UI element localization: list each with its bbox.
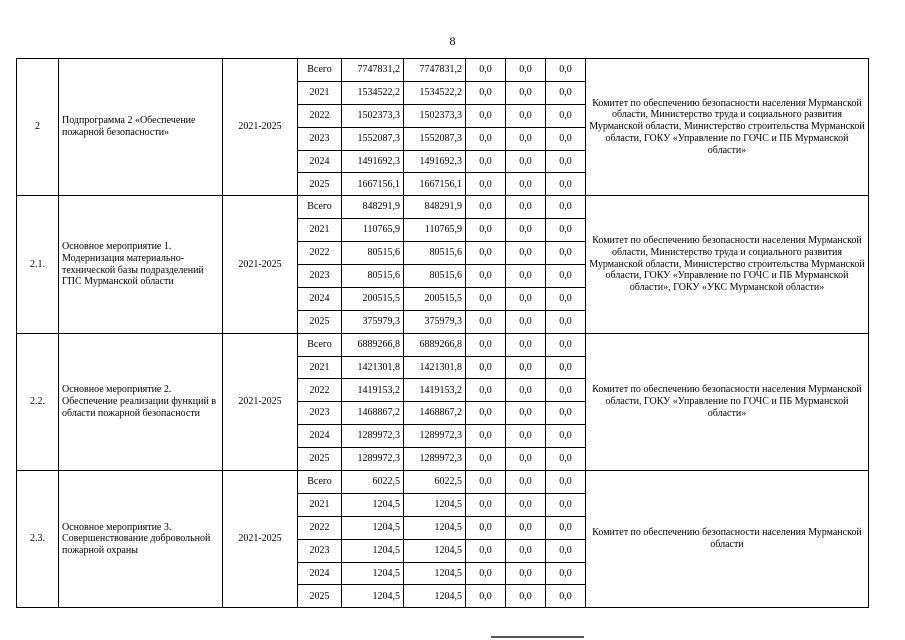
executor-cell: Комитет по обеспечению безопасности населения Мурманской области, Министерство труда и социального развития Мурманской области, Министерство строительства Мурманской области, ГОКУ «Управление по ГОЧС и ПБ Мурманской области» (586, 59, 869, 196)
local-budget-cell: 0,0 (506, 471, 546, 494)
local-budget-cell: 0,0 (506, 585, 546, 608)
other-funds-cell: 0,0 (546, 562, 586, 585)
federal-budget-cell: 0,0 (466, 196, 506, 219)
federal-budget-cell: 0,0 (466, 310, 506, 333)
federal-budget-cell: 0,0 (466, 493, 506, 516)
local-budget-cell: 0,0 (506, 425, 546, 448)
total-cell: 1289972,3 (342, 425, 404, 448)
other-funds-cell: 0,0 (546, 104, 586, 127)
footer-mark (491, 636, 584, 638)
total-cell: 200515,5 (342, 287, 404, 310)
other-funds-cell: 0,0 (546, 127, 586, 150)
total-cell: 80515,6 (342, 242, 404, 265)
local-budget-cell: 0,0 (506, 196, 546, 219)
table-row (17, 59, 869, 82)
executor-cell: Комитет по обеспечению безопасности населения Мурманской области, Министерство труда и социального развития Мурманской области, Министерство строительства Мурманской области, ГОКУ «Управление по ГОЧС и ПБ Мурманской области», ГОКУ «УКС Мурманской области» (586, 196, 869, 333)
federal-budget-cell: 0,0 (466, 585, 506, 608)
table-body (17, 59, 869, 608)
federal-budget-cell: 0,0 (466, 516, 506, 539)
regional-budget-cell: 6889266,8 (404, 333, 466, 356)
executor-cell: Комитет по обеспечению безопасности населения Мурманской области, ГОКУ «Управление по ГОЧС и ПБ Мурманской области» (586, 333, 869, 470)
other-funds-cell: 0,0 (546, 265, 586, 288)
regional-budget-cell: 1552087,3 (404, 127, 466, 150)
item-number: 2.2. (17, 333, 59, 470)
other-funds-cell: 0,0 (546, 516, 586, 539)
regional-budget-cell: 1289972,3 (404, 448, 466, 471)
regional-budget-cell: 1204,5 (404, 562, 466, 585)
federal-budget-cell: 0,0 (466, 562, 506, 585)
total-cell: 1491692,3 (342, 150, 404, 173)
local-budget-cell: 0,0 (506, 562, 546, 585)
year-cell: 2024 (298, 425, 342, 448)
federal-budget-cell: 0,0 (466, 219, 506, 242)
federal-budget-cell: 0,0 (466, 402, 506, 425)
table-row (17, 333, 869, 356)
year-cell: Всего (298, 59, 342, 82)
local-budget-cell: 0,0 (506, 265, 546, 288)
federal-budget-cell: 0,0 (466, 173, 506, 196)
other-funds-cell: 0,0 (546, 150, 586, 173)
other-funds-cell: 0,0 (546, 173, 586, 196)
item-number: 2.1. (17, 196, 59, 333)
total-cell: 1667156,1 (342, 173, 404, 196)
regional-budget-cell: 848291,9 (404, 196, 466, 219)
federal-budget-cell: 0,0 (466, 150, 506, 173)
local-budget-cell: 0,0 (506, 242, 546, 265)
year-cell: 2024 (298, 287, 342, 310)
federal-budget-cell: 0,0 (466, 448, 506, 471)
year-cell: Всего (298, 471, 342, 494)
item-period: 2021-2025 (223, 196, 298, 333)
year-cell: 2025 (298, 310, 342, 333)
total-cell: 1204,5 (342, 516, 404, 539)
other-funds-cell: 0,0 (546, 356, 586, 379)
year-cell: 2025 (298, 585, 342, 608)
local-budget-cell: 0,0 (506, 539, 546, 562)
year-cell: 2021 (298, 81, 342, 104)
other-funds-cell: 0,0 (546, 425, 586, 448)
federal-budget-cell: 0,0 (466, 425, 506, 448)
federal-budget-cell: 0,0 (466, 471, 506, 494)
item-number: 2 (17, 59, 59, 196)
year-cell: 2024 (298, 562, 342, 585)
regional-budget-cell: 375979,3 (404, 310, 466, 333)
regional-budget-cell: 200515,5 (404, 287, 466, 310)
item-name: Подпрограмма 2 «Обеспечение пожарной безопасности» (59, 59, 223, 196)
local-budget-cell: 0,0 (506, 219, 546, 242)
year-cell: 2021 (298, 493, 342, 516)
item-name: Основное мероприятие 2. Обеспечение реализации функций в области пожарной безопасности (59, 333, 223, 470)
regional-budget-cell: 1289972,3 (404, 425, 466, 448)
total-cell: 7747831,2 (342, 59, 404, 82)
other-funds-cell: 0,0 (546, 333, 586, 356)
regional-budget-cell: 1204,5 (404, 585, 466, 608)
total-cell: 1419153,2 (342, 379, 404, 402)
year-cell: Всего (298, 333, 342, 356)
total-cell: 1204,5 (342, 493, 404, 516)
other-funds-cell: 0,0 (546, 402, 586, 425)
local-budget-cell: 0,0 (506, 356, 546, 379)
local-budget-cell: 0,0 (506, 448, 546, 471)
total-cell: 1204,5 (342, 585, 404, 608)
regional-budget-cell: 110765,9 (404, 219, 466, 242)
year-cell: 2023 (298, 127, 342, 150)
regional-budget-cell: 80515,6 (404, 265, 466, 288)
other-funds-cell: 0,0 (546, 471, 586, 494)
other-funds-cell: 0,0 (546, 242, 586, 265)
regional-budget-cell: 1534522,2 (404, 81, 466, 104)
federal-budget-cell: 0,0 (466, 127, 506, 150)
federal-budget-cell: 0,0 (466, 287, 506, 310)
year-cell: 2025 (298, 173, 342, 196)
year-cell: 2022 (298, 104, 342, 127)
local-budget-cell: 0,0 (506, 379, 546, 402)
total-cell: 375979,3 (342, 310, 404, 333)
other-funds-cell: 0,0 (546, 379, 586, 402)
total-cell: 1534522,2 (342, 81, 404, 104)
item-name: Основное мероприятие 3. Совершенствование добровольной пожарной охраны (59, 471, 223, 608)
local-budget-cell: 0,0 (506, 310, 546, 333)
item-number: 2.3. (17, 471, 59, 608)
federal-budget-cell: 0,0 (466, 59, 506, 82)
federal-budget-cell: 0,0 (466, 242, 506, 265)
federal-budget-cell: 0,0 (466, 539, 506, 562)
other-funds-cell: 0,0 (546, 59, 586, 82)
regional-budget-cell: 6022,5 (404, 471, 466, 494)
total-cell: 1204,5 (342, 539, 404, 562)
other-funds-cell: 0,0 (546, 287, 586, 310)
total-cell: 6022,5 (342, 471, 404, 494)
year-cell: 2021 (298, 219, 342, 242)
local-budget-cell: 0,0 (506, 516, 546, 539)
total-cell: 1421301,8 (342, 356, 404, 379)
local-budget-cell: 0,0 (506, 402, 546, 425)
other-funds-cell: 0,0 (546, 310, 586, 333)
total-cell: 1289972,3 (342, 448, 404, 471)
local-budget-cell: 0,0 (506, 104, 546, 127)
other-funds-cell: 0,0 (546, 81, 586, 104)
funding-table (16, 58, 869, 608)
total-cell: 1204,5 (342, 562, 404, 585)
local-budget-cell: 0,0 (506, 333, 546, 356)
table-row (17, 196, 869, 219)
year-cell: 2025 (298, 448, 342, 471)
regional-budget-cell: 1204,5 (404, 516, 466, 539)
table-row (17, 471, 869, 494)
local-budget-cell: 0,0 (506, 59, 546, 82)
federal-budget-cell: 0,0 (466, 333, 506, 356)
year-cell: 2022 (298, 242, 342, 265)
other-funds-cell: 0,0 (546, 196, 586, 219)
executor-cell: Комитет по обеспечению безопасности населения Мурманской области (586, 471, 869, 608)
regional-budget-cell: 1204,5 (404, 493, 466, 516)
total-cell: 1552087,3 (342, 127, 404, 150)
other-funds-cell: 0,0 (546, 539, 586, 562)
total-cell: 6889266,8 (342, 333, 404, 356)
item-name: Основное мероприятие 1. Модернизация материально-технической базы подразделений ГПС Мурманской области (59, 196, 223, 333)
federal-budget-cell: 0,0 (466, 265, 506, 288)
regional-budget-cell: 1502373,3 (404, 104, 466, 127)
regional-budget-cell: 1421301,8 (404, 356, 466, 379)
regional-budget-cell: 1667156,1 (404, 173, 466, 196)
year-cell: 2024 (298, 150, 342, 173)
year-cell: Всего (298, 196, 342, 219)
total-cell: 848291,9 (342, 196, 404, 219)
total-cell: 110765,9 (342, 219, 404, 242)
local-budget-cell: 0,0 (506, 493, 546, 516)
federal-budget-cell: 0,0 (466, 81, 506, 104)
total-cell: 1468867,2 (342, 402, 404, 425)
federal-budget-cell: 0,0 (466, 104, 506, 127)
item-period: 2021-2025 (223, 59, 298, 196)
regional-budget-cell: 1204,5 (404, 539, 466, 562)
local-budget-cell: 0,0 (506, 150, 546, 173)
federal-budget-cell: 0,0 (466, 379, 506, 402)
regional-budget-cell: 1419153,2 (404, 379, 466, 402)
year-cell: 2023 (298, 402, 342, 425)
local-budget-cell: 0,0 (506, 287, 546, 310)
total-cell: 1502373,3 (342, 104, 404, 127)
page-number: 8 (449, 34, 456, 48)
item-period: 2021-2025 (223, 333, 298, 470)
regional-budget-cell: 7747831,2 (404, 59, 466, 82)
federal-budget-cell: 0,0 (466, 356, 506, 379)
other-funds-cell: 0,0 (546, 448, 586, 471)
year-cell: 2021 (298, 356, 342, 379)
local-budget-cell: 0,0 (506, 127, 546, 150)
regional-budget-cell: 80515,6 (404, 242, 466, 265)
year-cell: 2023 (298, 265, 342, 288)
other-funds-cell: 0,0 (546, 493, 586, 516)
regional-budget-cell: 1468867,2 (404, 402, 466, 425)
other-funds-cell: 0,0 (546, 219, 586, 242)
local-budget-cell: 0,0 (506, 173, 546, 196)
regional-budget-cell: 1491692,3 (404, 150, 466, 173)
local-budget-cell: 0,0 (506, 81, 546, 104)
year-cell: 2022 (298, 516, 342, 539)
other-funds-cell: 0,0 (546, 585, 586, 608)
total-cell: 80515,6 (342, 265, 404, 288)
year-cell: 2022 (298, 379, 342, 402)
item-period: 2021-2025 (223, 471, 298, 608)
year-cell: 2023 (298, 539, 342, 562)
